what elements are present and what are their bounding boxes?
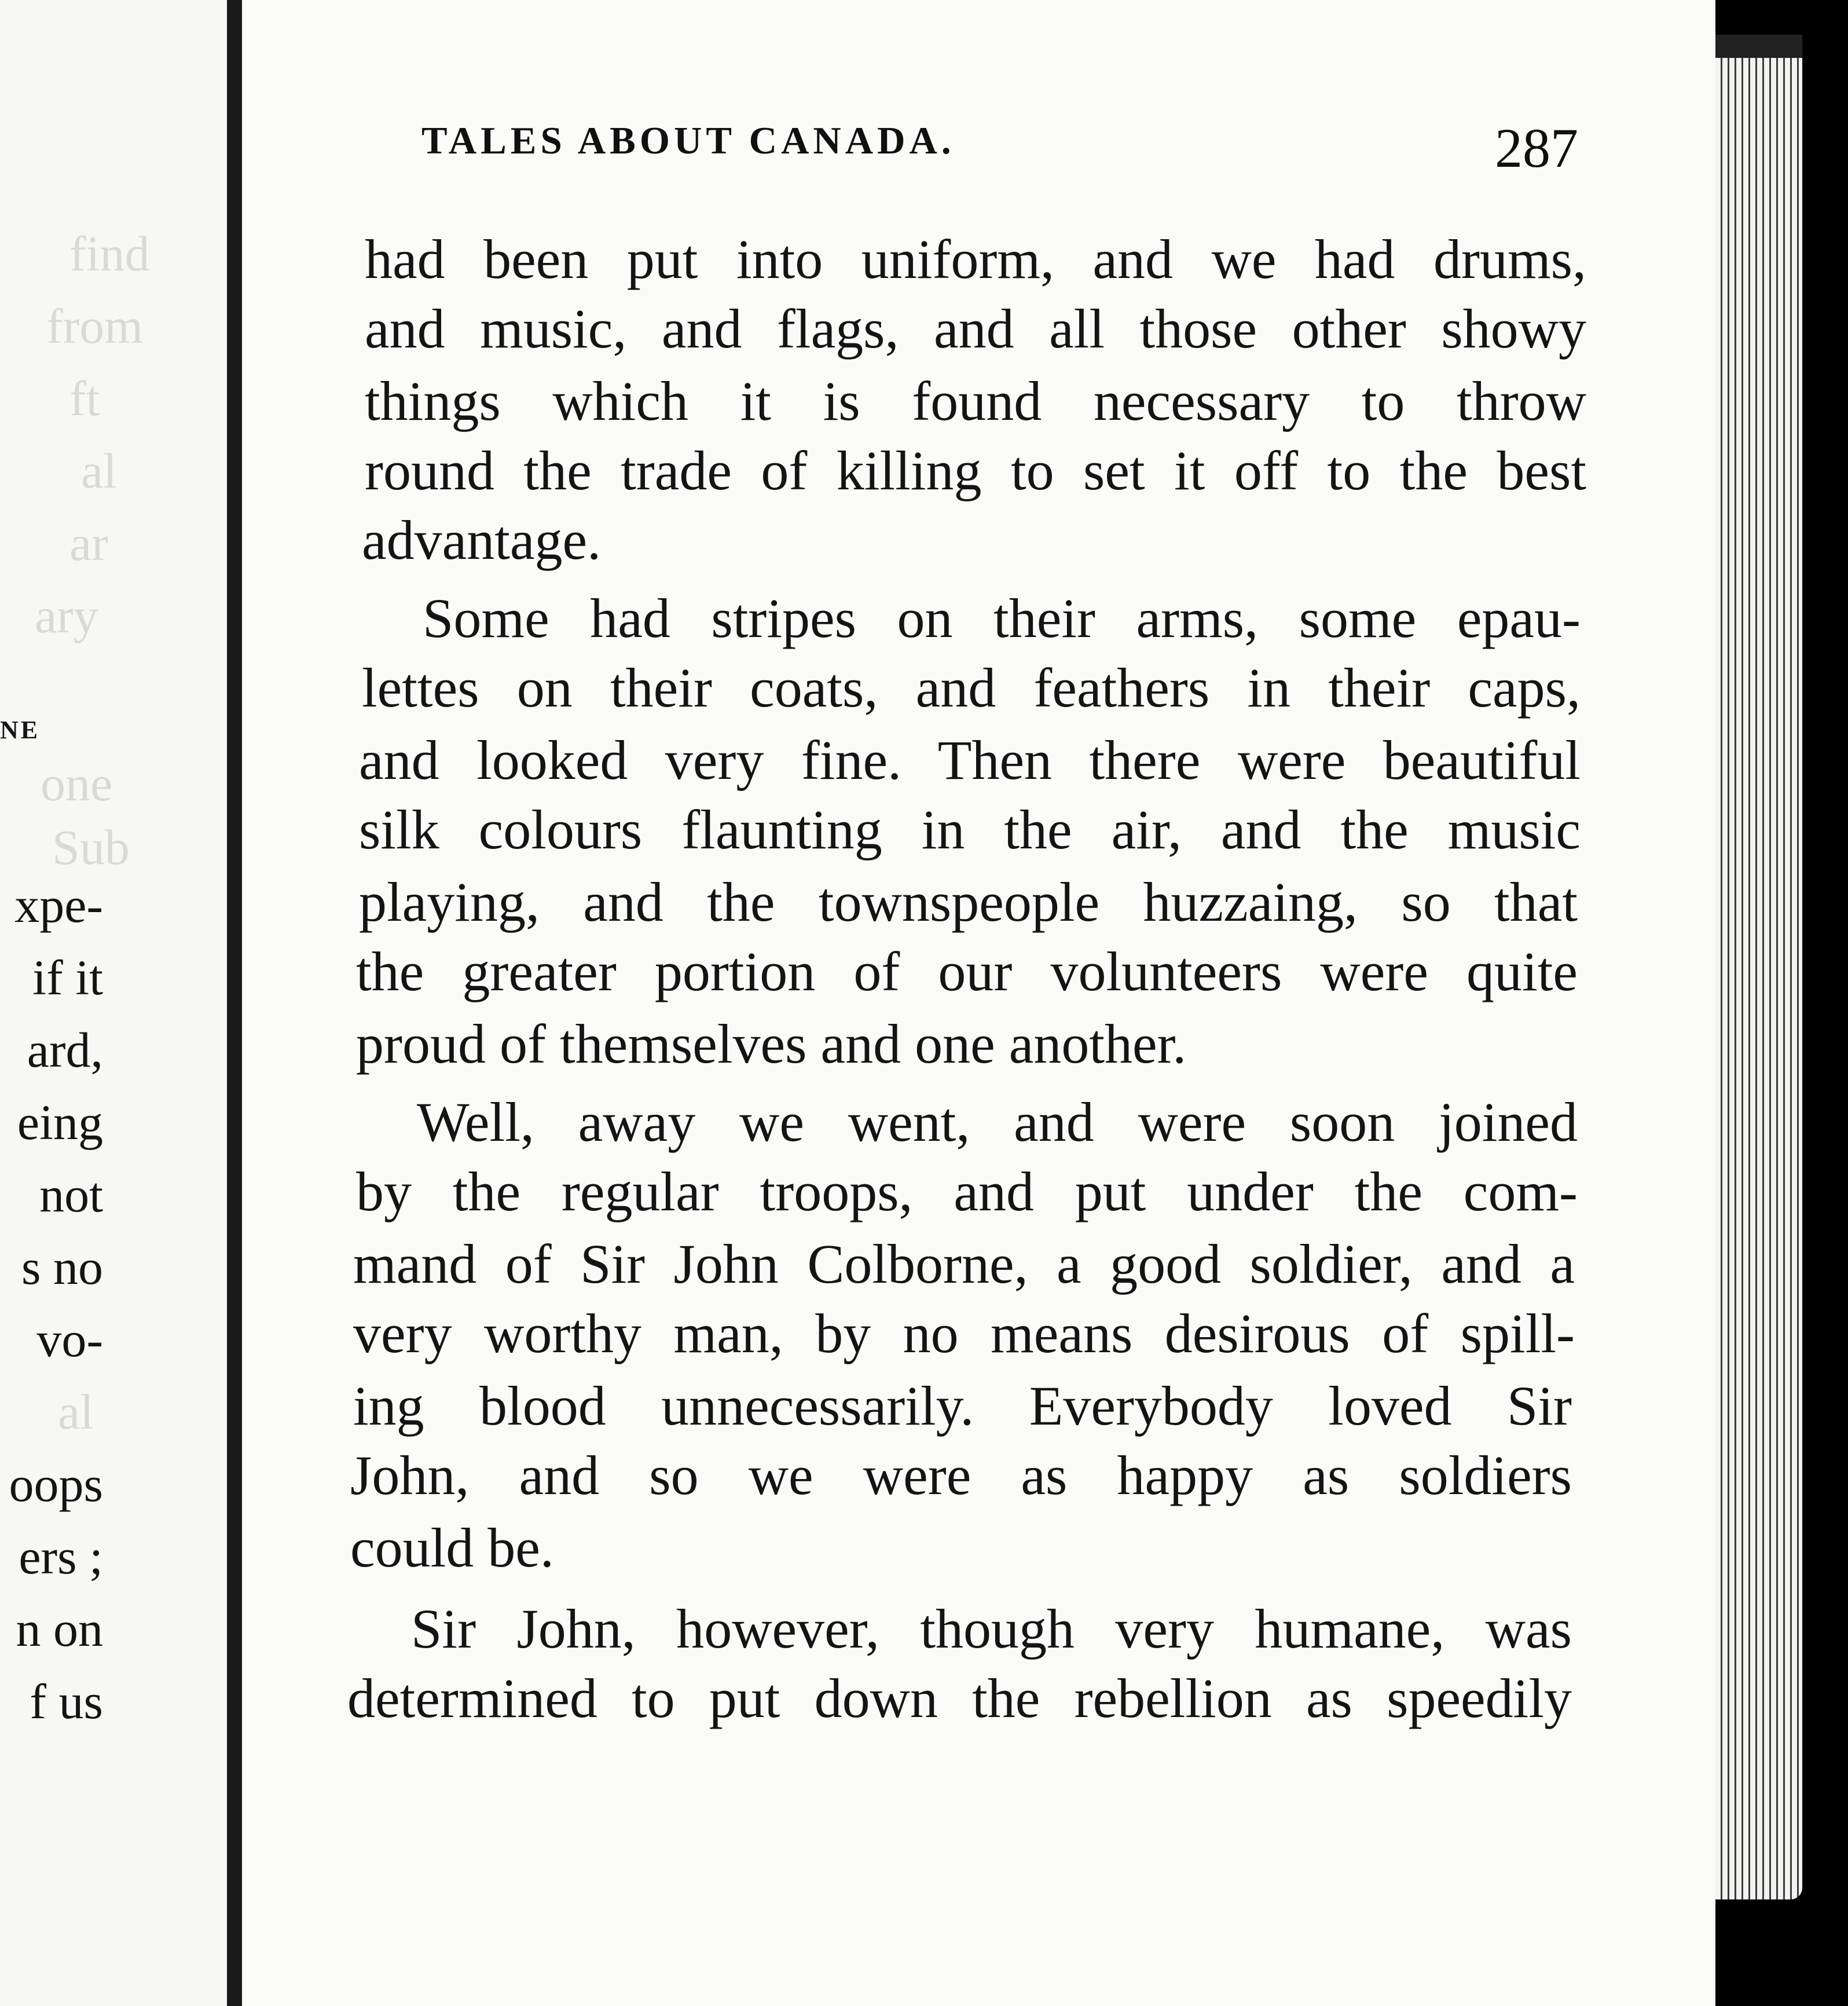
left-page-word: f us [30,1674,103,1729]
left-page-word: eing [17,1094,103,1150]
left-page-word: not [39,1167,103,1222]
left-ghost-text: ar [69,515,108,571]
body-line: had been put into uniform, and we had drums, [365,228,1586,290]
book-gutter [227,0,242,2006]
body-line: could be. [350,1517,554,1579]
body-line: mand of Sir John Colborne, a good soldier, and a [353,1233,1575,1295]
page-edges [1715,35,1802,1899]
body-line: ing blood unnecessarily. Everybody loved Sir [353,1375,1572,1437]
body-line: very worthy man, by no means desirous of spill- [353,1302,1575,1364]
body-line: John, and so we were as happy as soldiers [350,1444,1572,1506]
left-page-word: ers ; [19,1529,103,1584]
body-line: round the trade of killing to set it off to the best [365,440,1586,502]
left-facing-page [0,0,227,2006]
left-ghost-text: al [58,1384,94,1440]
body-line: Some had stripes on their arms, some epau- [423,587,1581,649]
body-line: Sir John, however, though very humane, was [411,1598,1572,1660]
body-line: and music, and flags, and all those other showy [365,298,1586,360]
body-line: Well, away we went, and were soon joined [417,1091,1578,1153]
page-number: 287 [1495,117,1578,179]
left-page-word: vo- [36,1312,103,1367]
body-line: proud of themselves and one another. [356,1013,1187,1075]
body-line: by the regular troops, and put under the com- [356,1161,1578,1222]
left-page-word: if it [32,950,103,1005]
body-line: things which it is found necessary to throw [365,370,1586,432]
running-head: TALES ABOUT CANADA. [421,119,955,162]
left-page-word: s no [21,1239,103,1295]
page-edges-shadow [1715,35,1802,58]
body-line: playing, and the townspeople huzzaing, so that [359,871,1578,933]
left-ghost-text: Sub [52,819,130,875]
left-ghost-text: find [69,226,150,281]
body-line: advantage. [362,509,602,571]
left-page-word: xpe- [14,877,103,933]
left-section-label: NE [0,716,41,744]
left-ghost-text: from [46,298,144,354]
left-page-word: oops [9,1456,103,1512]
left-ghost-text: ft [69,371,100,426]
left-ghost-text: one [41,756,113,811]
body-line: determined to put down the rebellion as speedily [347,1667,1572,1729]
left-page-word: n on [16,1601,103,1657]
body-line: the greater portion of our volunteers were quite [356,940,1578,1002]
left-ghost-text: al [81,443,118,499]
left-page-word: ard, [27,1022,103,1078]
body-line: silk colours flaunting in the air, and the music [359,799,1581,861]
body-line: lettes on their coats, and feathers in their caps, [362,657,1581,719]
left-ghost-text: ary [35,588,98,643]
body-line: and looked very fine. Then there were beautiful [359,729,1581,791]
